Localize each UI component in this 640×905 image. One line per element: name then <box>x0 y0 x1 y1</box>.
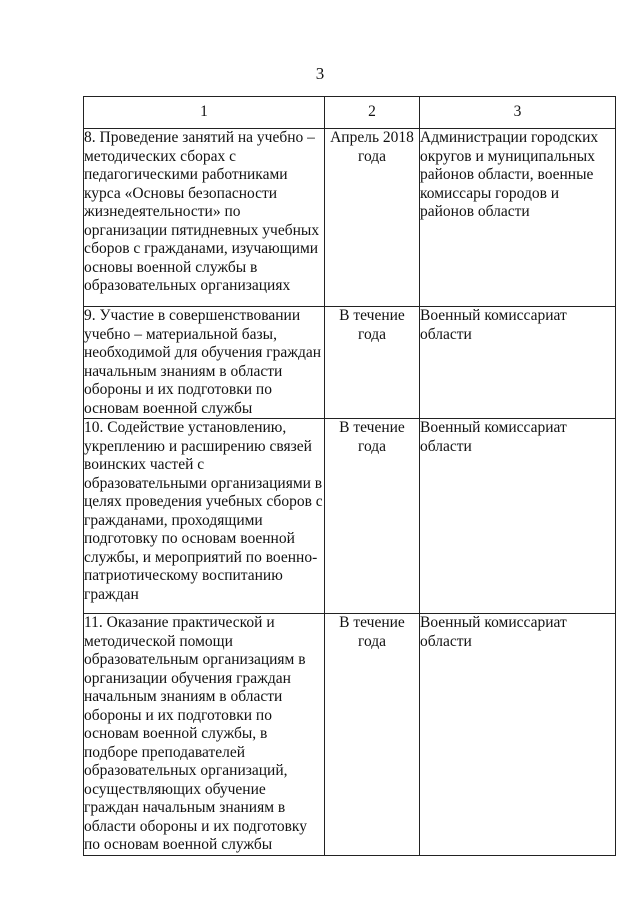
term-cell: В течение года <box>325 614 420 856</box>
responsible-cell: Военный комиссариат области <box>420 614 616 856</box>
column-header-3: 3 <box>420 97 616 129</box>
column-header-1: 1 <box>84 97 325 129</box>
responsible-cell: Администрации городских округов и муниципальных районов области, военные комиссары городов и районов области <box>420 129 616 307</box>
term-cell: В течение года <box>325 419 420 614</box>
page-number: 3 <box>315 64 325 83</box>
activity-cell: 11. Оказание практической и методической помощи образовательным организациям в организации обучения граждан начальным знаниям в области обороны и их подготовки по основам военной службы, в подборе преподавателей образовательных организаций, осуществляющих обучение граждан начальным знаниям в области обороны и их подготовку по основам военной службы <box>84 614 325 856</box>
table-row <box>84 419 616 614</box>
activity-plan-table <box>83 96 616 856</box>
responsible-cell: Военный комиссариат области <box>420 419 616 614</box>
column-header-2: 2 <box>325 97 420 129</box>
table-row <box>84 307 616 419</box>
term-cell: Апрель 2018 года <box>325 129 420 307</box>
activity-cell: 10. Содействие установлению, укреплению и расширению связей воинских частей с образовательными организациями в целях проведения учебных сборов с гражданами, проходящими подготовку по основам военной службы, и мероприятий по военно-патриотическому воспитанию граждан <box>84 419 325 614</box>
responsible-cell: Военный комиссариат области <box>420 307 616 419</box>
term-cell: В течение года <box>325 307 420 419</box>
table-row <box>84 129 616 307</box>
table-header-row <box>84 97 616 129</box>
activity-cell: 9. Участие в совершенствовании учебно – материальной базы, необходимой для обучения граждан начальным знаниям в области обороны и их подготовки по основам военной службы <box>84 307 325 419</box>
activity-cell: 8. Проведение занятий на учебно – методических сборах с педагогическими работниками курса «Основы безопасности жизнедеятельности» по организации пятидневных учебных сборов с гражданами, изучающими основы военной службы в образовательных организациях <box>84 129 325 307</box>
table-row <box>84 614 616 856</box>
